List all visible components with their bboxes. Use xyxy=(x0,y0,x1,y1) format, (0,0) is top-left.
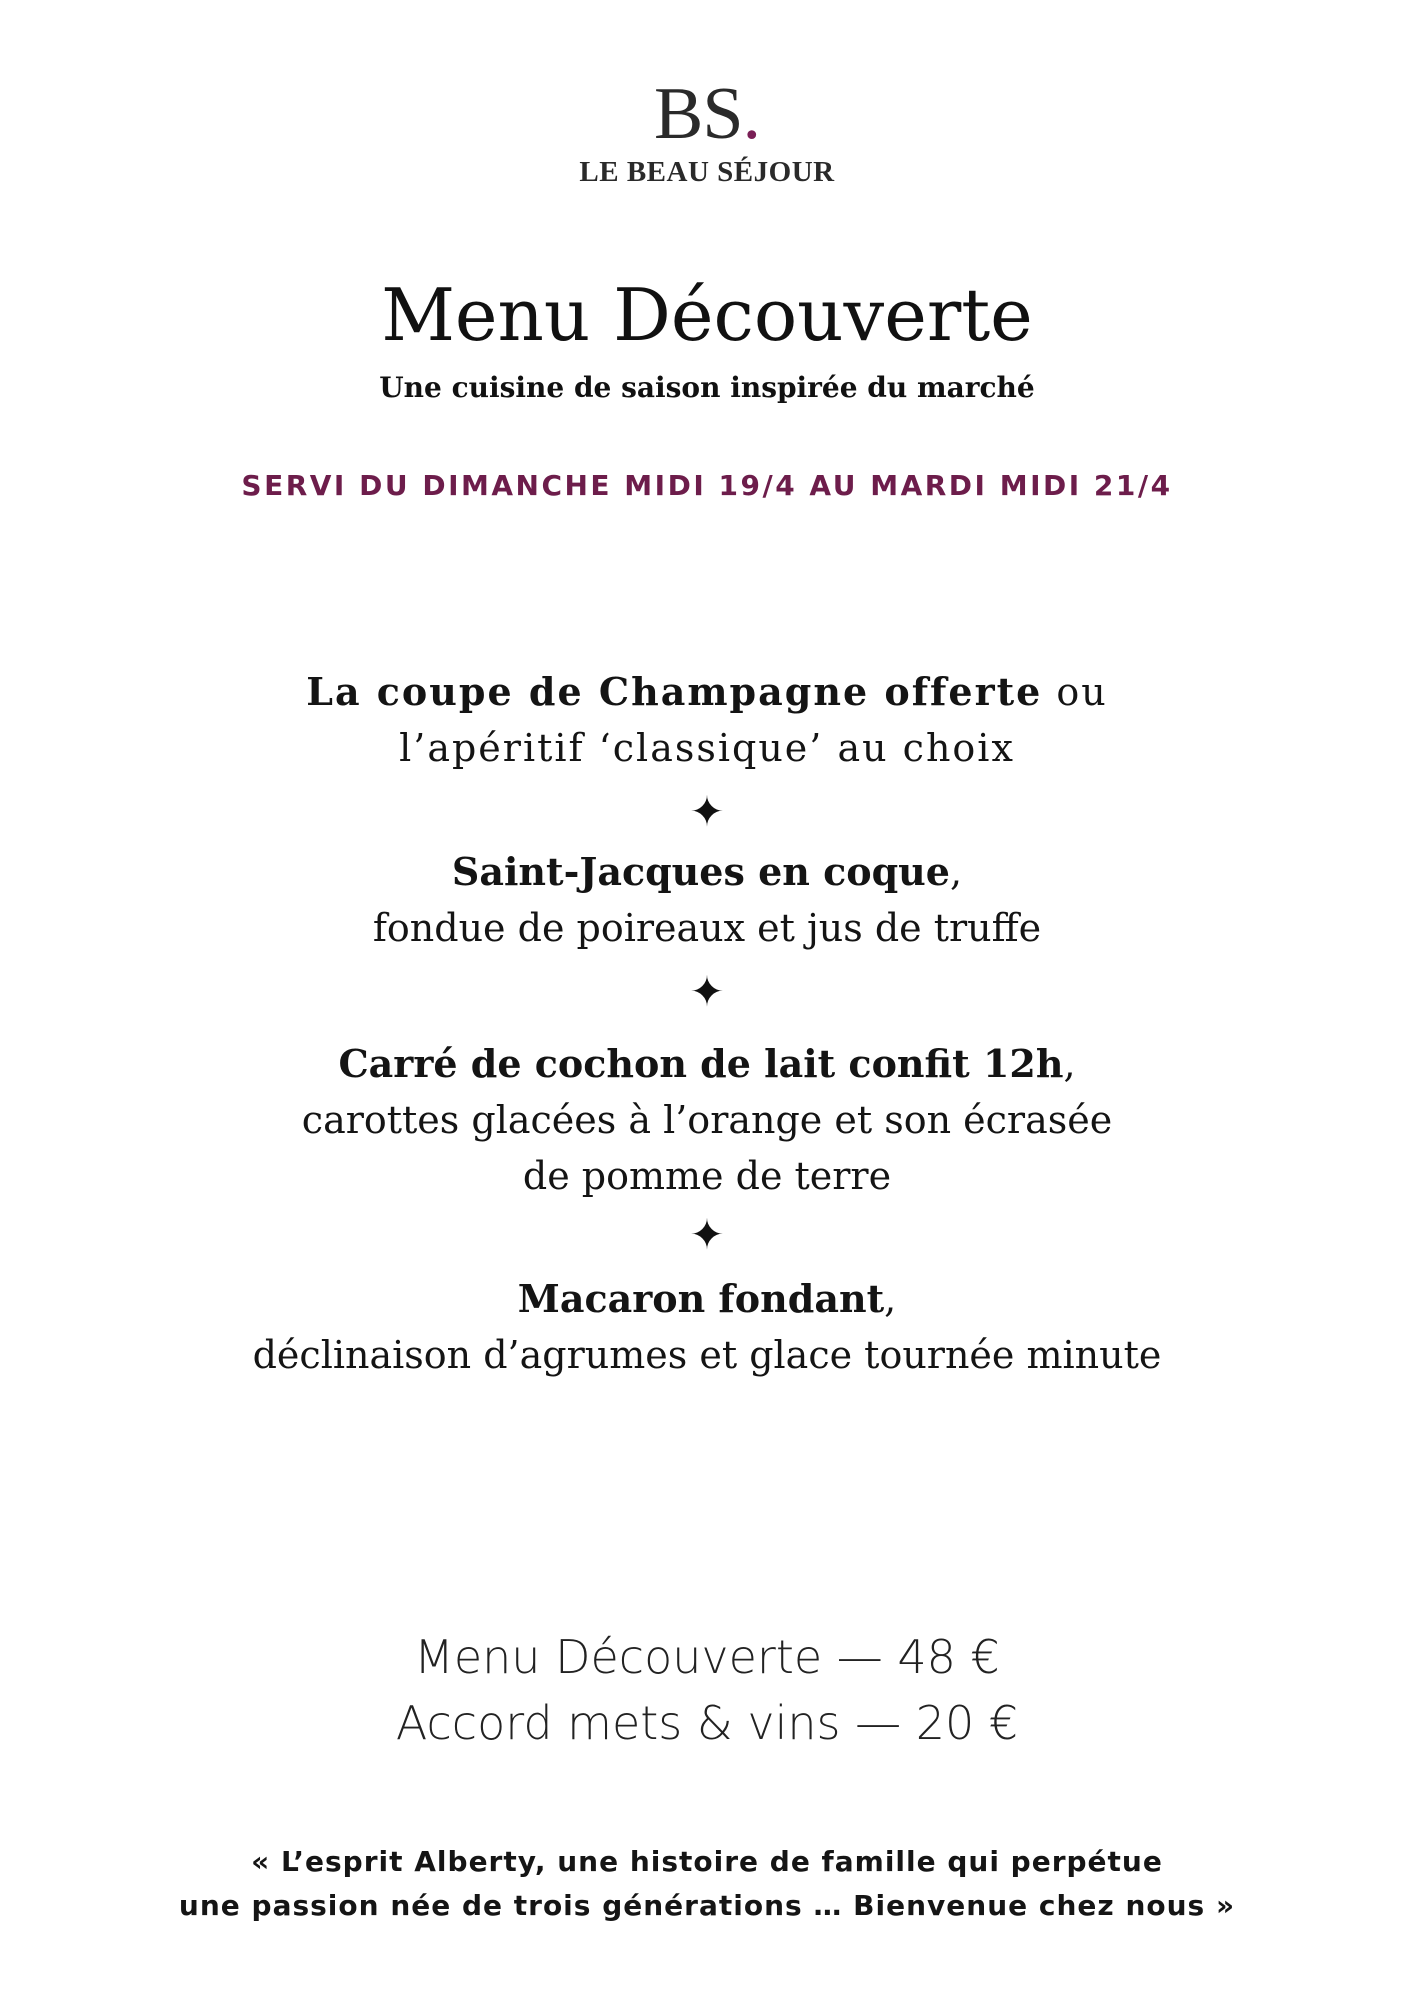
course-starter xyxy=(0,844,1414,956)
course-description: carottes glacées à l’orange et son écrasée xyxy=(301,1098,1113,1142)
course-description: déclinaison d’agrumes et glace tournée minute xyxy=(252,1333,1162,1377)
page-subtitle: Une cuisine de saison inspirée du marché xyxy=(379,371,1035,404)
course-connector: , xyxy=(884,1277,897,1321)
course-dessert xyxy=(0,1271,1414,1383)
wine-pairing-price: Accord mets & vins — 20 € xyxy=(395,1696,1019,1750)
menu-price: Menu Découverte — 48 € xyxy=(414,1630,1000,1684)
course-description: l’apéritif ‘classique’ au choix xyxy=(399,726,1015,770)
course-title-line xyxy=(0,844,1414,900)
course-connector: , xyxy=(950,850,963,894)
course-title-line xyxy=(0,1271,1414,1327)
course-description: de pomme de terre xyxy=(522,1154,892,1198)
logo-dot: . xyxy=(742,73,760,155)
course-aperitif xyxy=(0,664,1414,776)
quote-line: « L’esprit Alberty, une histoire de famille qui perpétue xyxy=(251,1845,1163,1878)
course-connector: , xyxy=(1063,1042,1076,1086)
page-title: Menu Découverte xyxy=(381,273,1033,357)
course-title-line xyxy=(0,664,1414,720)
course-name: Saint-Jacques en coque xyxy=(451,849,950,894)
four-point-star-icon: ✦ xyxy=(689,967,725,1016)
course-name: La coupe de Champagne offerte xyxy=(306,669,1043,714)
course-name: Carré de cochon de lait confit 12h xyxy=(338,1041,1064,1086)
quote-line: une passion née de trois générations … Bienvenue chez nous » xyxy=(178,1889,1236,1922)
course-title-line xyxy=(0,1036,1414,1092)
logo xyxy=(0,74,1414,154)
course-connector: ou xyxy=(1042,670,1108,714)
course-main xyxy=(0,1036,1414,1204)
logo-mark: BS xyxy=(653,73,743,155)
course-name: Macaron fondant xyxy=(517,1276,885,1321)
four-point-star-icon: ✦ xyxy=(689,1210,725,1259)
four-point-star-icon: ✦ xyxy=(689,787,725,836)
price-list xyxy=(0,1624,1414,1756)
closing-quote xyxy=(0,1840,1414,1928)
restaurant-name: LE BEAU SÉJOUR xyxy=(579,156,835,188)
service-dates: SERVI DU DIMANCHE MIDI 19/4 AU MARDI MIDI 21/4 xyxy=(241,469,1173,502)
course-description: fondue de poireaux et jus de truffe xyxy=(372,906,1042,950)
